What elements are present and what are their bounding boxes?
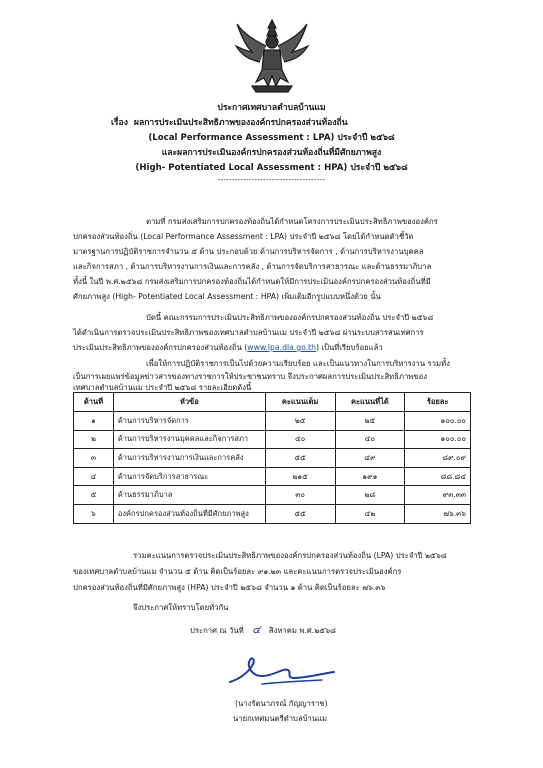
cell-aspect-no: ๕ (74, 486, 114, 505)
subject-label: เรื่อง (111, 118, 128, 128)
summary-line-2: ของเทศบาลตำบลบ้านแม จำนวน ๕ ด้าน คิดเป็นร้อยละ ๙๑.๒๓ และคะแนนการตรวจประเมินองค์กร (73, 567, 402, 576)
cell-aspect-no: ๖ (74, 504, 114, 523)
header-full-score: คะแนนเต็ม (265, 393, 335, 412)
cell-full-score: ๒๕ (265, 412, 335, 431)
cell-full-score: ๕๕ (265, 504, 335, 523)
cell-obtained-score: ๒๕ (335, 412, 405, 431)
cell-aspect-no: ๒ (74, 430, 114, 449)
announcement-title: ประกาศเทศบาลตำบลบ้านแม (217, 103, 326, 113)
cell-aspect-no: ๓ (74, 449, 114, 468)
closing-notice: จึงประกาศให้ทราบโดยทั่วกัน (133, 603, 229, 612)
para3-line-3: เทศบาลตำบลบ้านแม ประจำปี ๒๕๖๘ รายละเอียดดังนี้ (73, 383, 252, 392)
signatory-name: (นางรัตนาภรณ์ กัญญาราช) (235, 699, 328, 708)
para1-line-6: ศักยภาพสูง (High- Potentiated Local Assessment : HPA) เพิ่มเติมอีกรูปแบบหนึ่งด้วย นั้น (73, 292, 381, 301)
table-row (74, 412, 471, 431)
subject-line-2: (Local Performance Assessment : LPA) ประจำปี ๒๕๖๘ (148, 133, 395, 143)
table-row (74, 430, 471, 449)
header-topic: หัวข้อ (113, 393, 265, 412)
cell-full-score: ๔๐ (265, 430, 335, 449)
cell-percent: ๘๙.๐๙ (405, 449, 471, 468)
separator-line: -------------------------------------- (217, 176, 326, 184)
cell-percent: ๑๐๐.๐๐ (405, 430, 471, 449)
table-row (74, 486, 471, 505)
header-aspect-no: ด้านที่ (74, 393, 114, 412)
cell-obtained-score: ๔๙ (335, 449, 405, 468)
table-row (74, 504, 471, 523)
cell-obtained-score: ๒๘ (335, 486, 405, 505)
cell-obtained-score: ๔๐ (335, 430, 405, 449)
summary-line-1: รวมคะแนนการตรวจประเมินประสิทธิภาพขององค์กรปกครองส่วนท้องถิ่น (LPA) ประจำปี ๒๕๖๘ (133, 551, 447, 560)
cell-topic: ด้านการจัดบริการสาธารณะ (113, 467, 265, 486)
para2-line-3 (73, 341, 383, 355)
cell-topic: ด้านการบริหารงานการเงินและการคลัง (113, 449, 265, 468)
para1-line-5: ทั้งนี้ ในปี พ.ศ.๒๕๖๘ กรมส่งเสริมการปกครองท้องถิ่นได้กำหนดให้มีการประเมินองค์กรปกครองส่วนท้องถิ่นที่มี (73, 277, 431, 286)
assessment-score-table (73, 392, 471, 524)
para3-line-1: เพื่อให้การปฏิบัติราชการเป็นไปด้วยความเรียบร้อย และเป็นแนวทางในการบริหารงาน รวมทั้ง (146, 359, 450, 368)
handwritten-signature (222, 648, 340, 692)
cell-percent: ๘๘.๘๔ (405, 467, 471, 486)
header-percent: ร้อยละ (405, 393, 471, 412)
table-row (74, 467, 471, 486)
para1-line-4: และกิจการสภา , ด้านการบริหารงานการเงินและการคลัง , ด้านการจัดบริการสาธารณะ และด้านธรรมาภิบาล (73, 262, 432, 271)
cell-aspect-no: ๔ (74, 467, 114, 486)
cell-obtained-score: ๑๙๑ (335, 467, 405, 486)
date-day: ๔ (252, 623, 261, 636)
lpa-website-link[interactable]: www.lpa.dla.go.th (247, 343, 317, 352)
cell-topic: องค์กรปกครองส่วนท้องถิ่นที่มีศักยภาพสูง (113, 504, 265, 523)
signatory-position: นายกเทศมนตรีตำบลบ้านแม (233, 714, 328, 723)
table-row (74, 449, 471, 468)
cell-percent: ๗๖.๓๖ (405, 504, 471, 523)
para1-line-1: ตามที่ กรมส่งเสริมการปกครองท้องถิ่นได้กำหนดโครงการประเมินประสิทธิภาพขององค์กร (146, 217, 438, 226)
subject-line-1 (111, 116, 348, 130)
para2-line-3-tail: ) เป็นที่เรียบร้อยแล้ว (316, 343, 383, 352)
cell-full-score: ๒๑๕ (265, 467, 335, 486)
subject-line-3: และผลการประเมินองค์กรปกครองส่วนท้องถิ่นที่มีศักยภาพสูง (161, 148, 382, 158)
cell-aspect-no: ๑ (74, 412, 114, 431)
cell-full-score: ๓๐ (265, 486, 335, 505)
header-obtained-score: คะแนนที่ได้ (335, 393, 405, 412)
cell-obtained-score: ๔๒ (335, 504, 405, 523)
para1-line-3: มาตรฐานการปฏิบัติราชการจำนวน ๕ ด้าน ประกอบด้วย ด้านการบริหารจัดการ , ด้านการบริหารงานบุคคล (73, 247, 424, 256)
para2-line-2: ได้ดำเนินการตรวจประเมินประสิทธิภาพของเทศบาลตำบลบ้านแม ประจำปี ๒๕๖๘ ผ่านระบบสารสนเทศการ (73, 328, 424, 337)
cell-topic: ด้านการบริหารงานบุคคลและกิจการสภา (113, 430, 265, 449)
subject-text: ผลการประเมินประสิทธิภาพขององค์กรปกครองส่วนท้องถิ่น (133, 118, 348, 128)
subject-line-4: (High- Potentiated Local Assessment : HPA) ประจำปี ๒๕๖๘ (135, 163, 408, 173)
para3-line-2: เป็นการเผยแพร่ข้อมูลข่าวสารของทางราชการให้ประชาชนทราบ จึงประกาศผลการประเมินประสิทธิภาพของ (73, 372, 427, 381)
cell-percent: ๙๓.๓๓ (405, 486, 471, 505)
para2-line-3-text: ประเมินประสิทธิภาพขององค์กรปกครองส่วนท้องถิ่น ( (73, 343, 248, 352)
date-prefix: ประกาศ ณ วันที่ (190, 626, 244, 635)
cell-percent: ๑๐๐.๐๐ (405, 412, 471, 431)
cell-full-score: ๕๕ (265, 449, 335, 468)
cell-topic: ด้านธรรมาภิบาล (113, 486, 265, 505)
para1-line-2: ปกครองส่วนท้องถิ่น (Local Performance Assessment : LPA) ประจำปี ๒๕๖๘ โดยได้กำหนดตัวชี้วัด (73, 232, 414, 241)
table-header-row (74, 393, 471, 412)
date-month-year: สิงหาคม พ.ศ.๒๕๖๘ (268, 626, 336, 635)
announcement-date (190, 623, 336, 638)
cell-topic: ด้านการบริหารจัดการ (113, 412, 265, 431)
para2-line-1: บัดนี้ คณะกรรมการประเมินประสิทธิภาพขององค์กรปกครองส่วนท้องถิ่น ประจำปี ๒๕๖๘ (146, 313, 434, 322)
garuda-emblem-icon (234, 16, 310, 94)
summary-line-3: ปกครองส่วนท้องถิ่นที่มีศักยภาพสูง (HPA) ประจำปี ๒๕๖๘ จำนวน ๑ ด้าน คิดเป็นร้อยละ ๗๖.๓๖ (73, 583, 386, 592)
